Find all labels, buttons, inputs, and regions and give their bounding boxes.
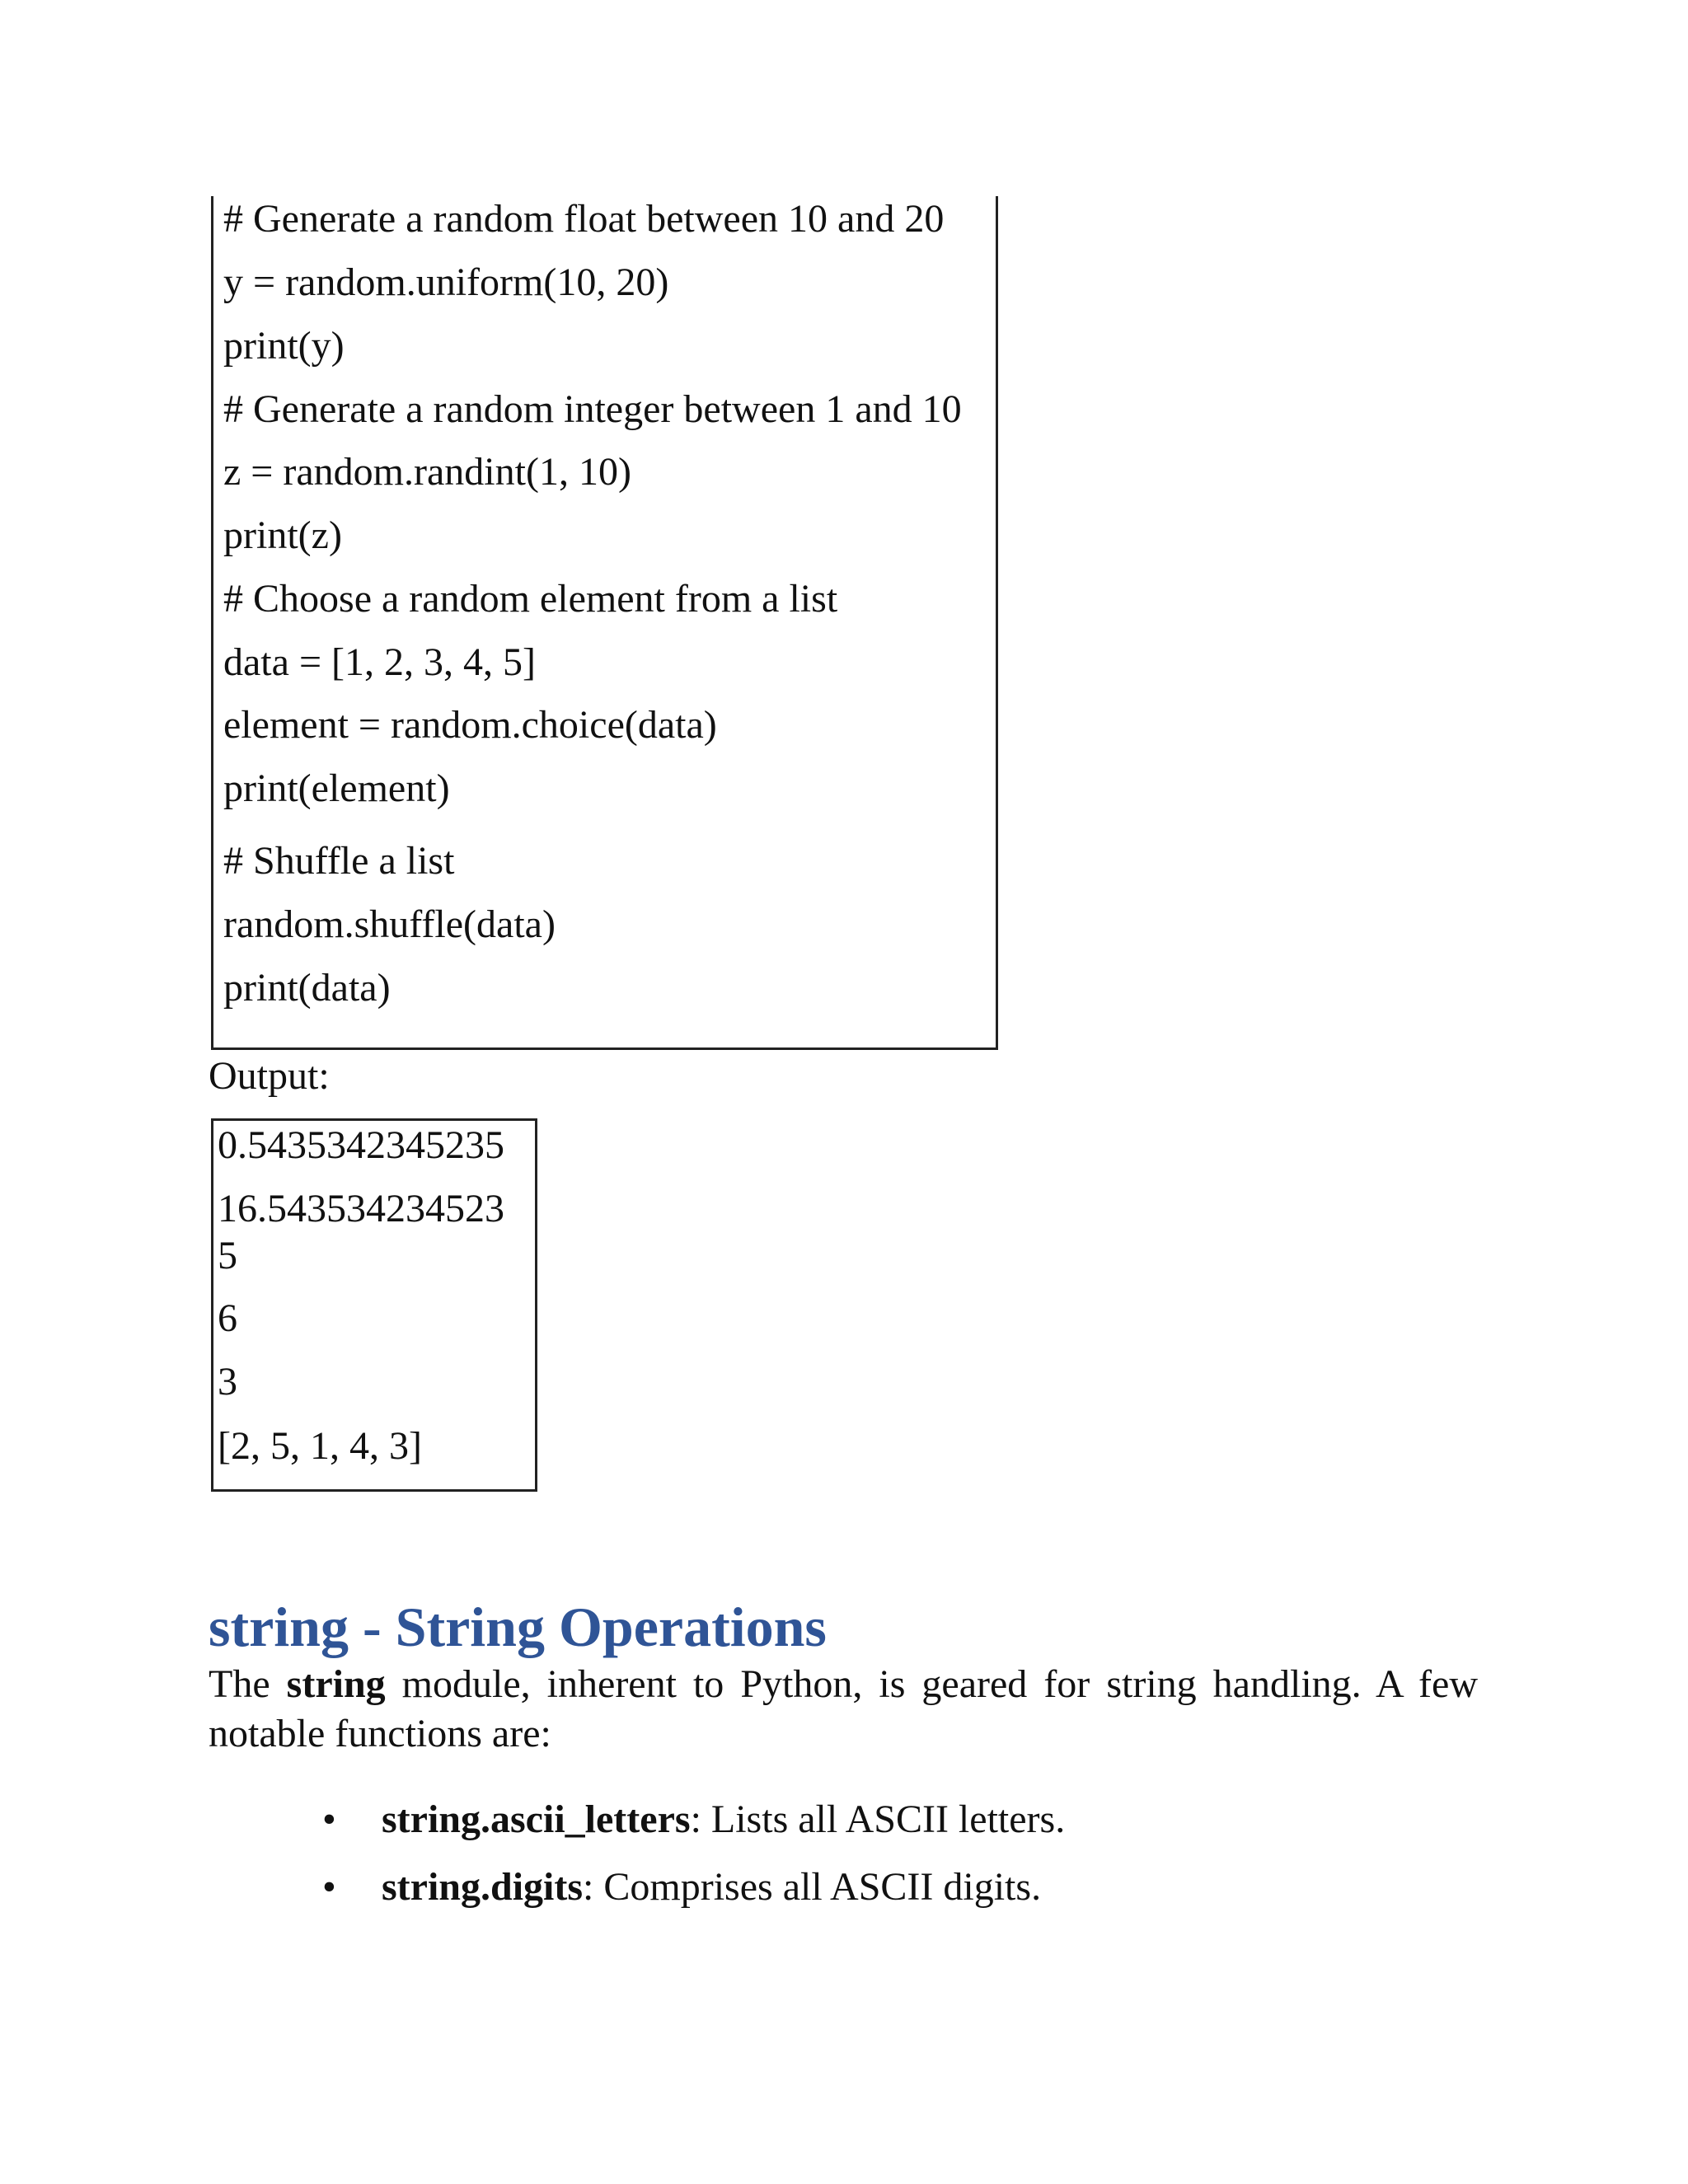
code-line: z = random.randint(1, 10) (223, 450, 631, 494)
code-line: # Shuffle a list (223, 839, 455, 883)
para-suffix: module, inherent to Python, is geared for string handling. A few notable functions are: (209, 1662, 1479, 1755)
list-item (209, 1864, 1478, 1932)
para-bold-term: string (286, 1662, 386, 1706)
section-heading: string - String Operations (209, 1596, 827, 1658)
code-line: print(y) (223, 324, 345, 368)
para-prefix: The (209, 1662, 287, 1706)
output-label: Output: (209, 1054, 330, 1098)
output-line: 5 (218, 1234, 237, 1277)
code-line: # Choose a random element from a list (223, 577, 838, 621)
code-line: y = random.uniform(10, 20) (223, 260, 669, 304)
code-line: element = random.choice(data) (223, 703, 717, 747)
code-line: # Generate a random float between 10 and 20 (223, 197, 945, 241)
code-line: # Generate a random integer between 1 and 10 (223, 387, 962, 431)
code-line: random.shuffle(data) (223, 902, 556, 946)
code-block (211, 196, 998, 1050)
bullet-icon: • (322, 1797, 336, 1841)
output-line: 6 (218, 1296, 237, 1340)
output-line: 3 (218, 1360, 237, 1404)
output-line: [2, 5, 1, 4, 3] (218, 1424, 422, 1468)
code-line: print(element) (223, 766, 450, 810)
function-list (209, 1797, 1478, 1932)
bullet-text (382, 1864, 1041, 1910)
output-line: 16.543534234523 (218, 1187, 504, 1230)
output-line: 0.5435342345235 (218, 1123, 504, 1167)
bullet-icon: • (322, 1865, 336, 1909)
bullet-desc: : Lists all ASCII letters. (690, 1797, 1066, 1841)
list-item (209, 1797, 1478, 1864)
bullet-desc: : Comprises all ASCII digits. (583, 1865, 1042, 1909)
code-line: print(data) (223, 966, 391, 1010)
bullet-text (382, 1797, 1065, 1843)
code-line: print(z) (223, 513, 342, 557)
code-line: data = [1, 2, 3, 4, 5] (223, 640, 536, 684)
section-paragraph (209, 1660, 1478, 1759)
bullet-term: string.digits (382, 1865, 584, 1909)
output-block (211, 1118, 537, 1492)
bullet-term: string.ascii_letters (382, 1797, 691, 1841)
